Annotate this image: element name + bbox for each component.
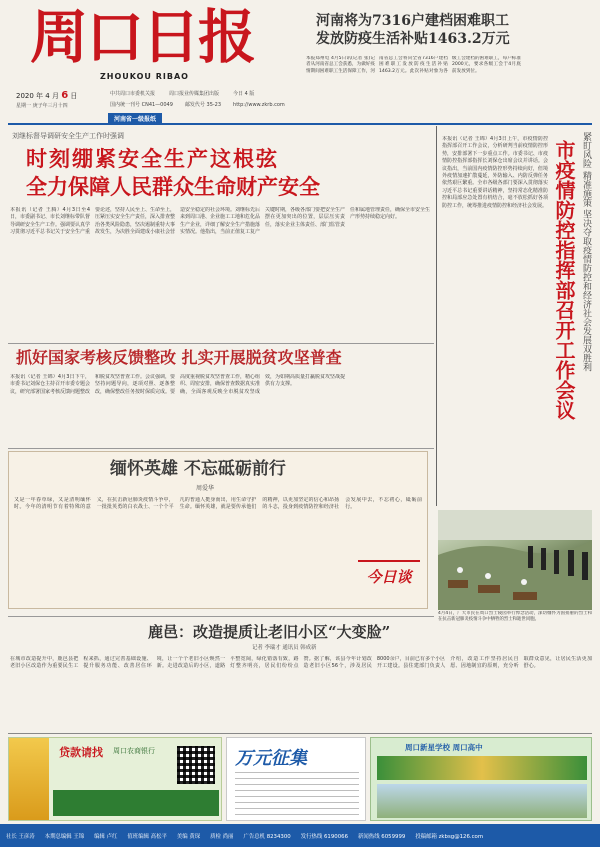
pub-code: 邮发代号 35-23 bbox=[184, 102, 222, 108]
right-article-subtitle: 紧盯风险 精准施策 坚决夺取疫情防控和经济社会发展双胜利 bbox=[581, 132, 591, 372]
second-body: 本报讯（记者 王锦）4月3日下午，市委书记刘保仓主持召开市委专题会议，研究部署国家考核反馈问题整改和脱贫攻坚普查工作。会议强调，要坚持问题导向，逐项对照、逐条整改，确保整改任务按时保质完成。要高度重视脱贫攻坚普查工作，精心组织、周密安排，确保普查数据真实准确，全面客观反映全市脱贫攻坚成效，为如期高质量打赢脱贫攻坚战提供有力支撑。 bbox=[10, 374, 346, 395]
ad-recruit-lines bbox=[235, 772, 359, 816]
date-year: 2020 bbox=[16, 92, 34, 100]
masthead-pinyin: ZHOUKOU RIBAO bbox=[100, 72, 189, 81]
footer-item: 编辑 卢红 bbox=[94, 833, 118, 840]
top-headline bbox=[316, 12, 596, 48]
commentary-title: 缅怀英雄 不忘砥砺前行 bbox=[110, 459, 286, 479]
pub-line: 中共周口市委机关报 bbox=[110, 91, 156, 97]
date-day: 6 bbox=[61, 90, 69, 101]
footer-item: 本期总编辑 王锦 bbox=[44, 833, 85, 840]
footer-item: 值班编辑 高松平 bbox=[127, 833, 167, 840]
feature-byline: 记者 李瑞才 通讯员 韩成新 bbox=[252, 645, 317, 651]
pub-code: http://www.zkrb.com bbox=[233, 102, 285, 108]
ad-school-photo bbox=[377, 784, 587, 818]
photo-caption: 4月4日，广大市民在周口烈士陵园举行悼念活动，深切缅怀为国捐躯的烈士和在抗击新冠肺炎疫情斗争中牺牲的烈士和逝世同胞。 bbox=[438, 611, 592, 622]
footer-item: 广告总机 8234300 bbox=[243, 833, 291, 840]
commentary-body: 又是一年春草绿，又是清明缅怀时。今年的清明节有着特殊的意义，在抗击新冠肺炎疫情斗争中，一批批英勇的白衣战士、一个个平凡的普通人挺身而出，用生命守护生命。缅怀英雄，就是要传承他们的精神，以更加坚定的信心和昂扬的斗志，投身到疫情防控和经济社会发展中去，不忘初心，砥砺前行。 bbox=[14, 497, 422, 511]
ad-loan-sub: 周口农商银行 bbox=[113, 747, 155, 755]
footer-bar bbox=[0, 824, 600, 847]
footer-item: 投稿邮箱 zkbsg@126.com bbox=[415, 833, 484, 840]
ad-loan-stripe bbox=[9, 738, 49, 821]
top-headline-body: 本报郑州电 4月5日讯(记者 张)记者从河南省总工会获悉，为做好疫情期间困难职工生活保障工作，河南省总工会将向全省7316户建档困难职工发放防疫生活补贴1463.2万元。此次补贴对象为各级工会建档的困难职工，每户标准2000元，要求各级工会于4月底前发放到位。 bbox=[306, 56, 521, 74]
ad-school-title: 周口新星学校 周口高中 bbox=[405, 743, 483, 752]
right-article-title: 市疫情防控指挥部召开工作会议 bbox=[552, 140, 576, 420]
ad-loan[interactable] bbox=[8, 737, 222, 821]
lead-title-1: 时刻绷紧安全生产这根弦 bbox=[26, 146, 279, 171]
right-article-body: 本报讯（记者 王锦）4月3日上午，市疫情防控指挥部召开工作会议，分析研判当前疫情防控形势，安排部署下一步重点工作。市委书记、市疫情防控指挥部指挥长刘保仓出席会议并讲话。会议指出，当前国内疫情防控形势持续向好，但境外疫情加速扩散蔓延，外防输入、内防反弹任务依然艰巨繁重。全市各级各部门要深入贯彻落实习近平总书记重要讲话精神，坚持常态化精准防控和局部应急处置有机结合，毫不放松抓好各项防控工作，统筹推进疫情防控和经济社会发展。 bbox=[442, 136, 548, 209]
commentary-author: 周爱华 bbox=[196, 485, 215, 492]
ad-loan-qr bbox=[177, 746, 215, 784]
ad-school[interactable] bbox=[370, 737, 592, 821]
pub-line: 周口报业传媒集团出版 bbox=[169, 91, 220, 97]
footer-item: 质检 尚丽 bbox=[210, 833, 234, 840]
ad-loan-banner bbox=[53, 790, 219, 816]
footer-item: 美编 黄琛 bbox=[176, 833, 201, 840]
publication-codes bbox=[110, 102, 285, 109]
province-badge: 河南省一级报纸 bbox=[108, 113, 162, 124]
footer-item: 发行热线 6190066 bbox=[300, 833, 349, 840]
feature-body: 在城市改造提升中，鹿邑县把老旧小区改造作为重要民生工程来抓，通过完善基础设施、提升服务功能、改善居住环境，让一个个老旧小区焕然一新。走进改造后的小区，道路平整宽阔，绿化错落有致，路灯整齐明亮，居民们纷纷点赞。据了解，该县今年计划改造老旧小区56个，涉及居民8000余户，目前已有多个小区开工建设。县住建部门负责人介绍，改造工作坚持居民自愿、因地制宜的原则，充分听取群众意见，让居民生活更加舒心。 bbox=[10, 656, 592, 670]
publication-info bbox=[110, 91, 254, 98]
weekday: 星期一 庚子年三月十四 bbox=[16, 103, 68, 109]
masthead-title: 周口日报 bbox=[30, 3, 255, 71]
pub-code: 国内统一刊号 CN41—0049 bbox=[110, 102, 173, 108]
top-headline-line2: 发放防疫生活补贴1463.2万元 bbox=[316, 31, 510, 47]
ad-loan-title: 贷款请找 bbox=[59, 746, 103, 759]
pub-line: 今日 4 版 bbox=[233, 91, 255, 97]
second-title: 抓好国家考核反馈整改 扎实开展脱贫攻坚普查 bbox=[16, 348, 342, 367]
commentary-badge bbox=[358, 560, 420, 590]
footer-item: 社长 王彦涛 bbox=[6, 833, 35, 840]
top-headline-line1: 河南将为7316户建档困难职工 bbox=[316, 13, 509, 29]
commentary-badge-label: 今日谈 bbox=[366, 567, 412, 586]
memorial-photo bbox=[438, 510, 592, 610]
footer-item: 新闻热线 6059999 bbox=[358, 833, 406, 840]
date-month: 4 bbox=[45, 92, 50, 100]
ad-recruit[interactable] bbox=[226, 737, 366, 821]
issue-date: 2020 年 4 月 6 日 bbox=[16, 90, 78, 101]
lead-title-2: 全力保障人民群众生命财产安全 bbox=[26, 174, 320, 199]
lead-kicker: 刘继标督导调研安全生产工作时强调 bbox=[12, 132, 124, 140]
feature-title: 鹿邑：改造提质让老旧小区“大变脸” bbox=[148, 623, 391, 641]
memorial-photo-art bbox=[438, 510, 592, 610]
ad-recruit-title: 万元征集 bbox=[235, 748, 307, 769]
ad-school-banner bbox=[377, 756, 587, 780]
lead-body: 本报讯（记者 王腾）4月3日至4日，市委副书记、市长刘继标带队督导调研安全生产工作。强调要认真学习贯彻习近平总书记关于安全生产重要论述，坚持人民至上、生命至上，压紧压实安全生产责任，深入排查整治各类风险隐患，坚决遏制重特大事故发生，为决胜全面建成小康社会营造安全稳定的社会环境。刘继标先后来到周口港、企业施工工地和危化品生产企业，详细了解安全生产措施落实情况。他指出，当前正值复工复产关键时期，各级各部门要把安全生产摆在更加突出的位置，层层压实责任，落实企业主体责任、部门监管责任和属地管理责任，确保全市安全生产形势持续稳定向好。 bbox=[10, 207, 430, 236]
